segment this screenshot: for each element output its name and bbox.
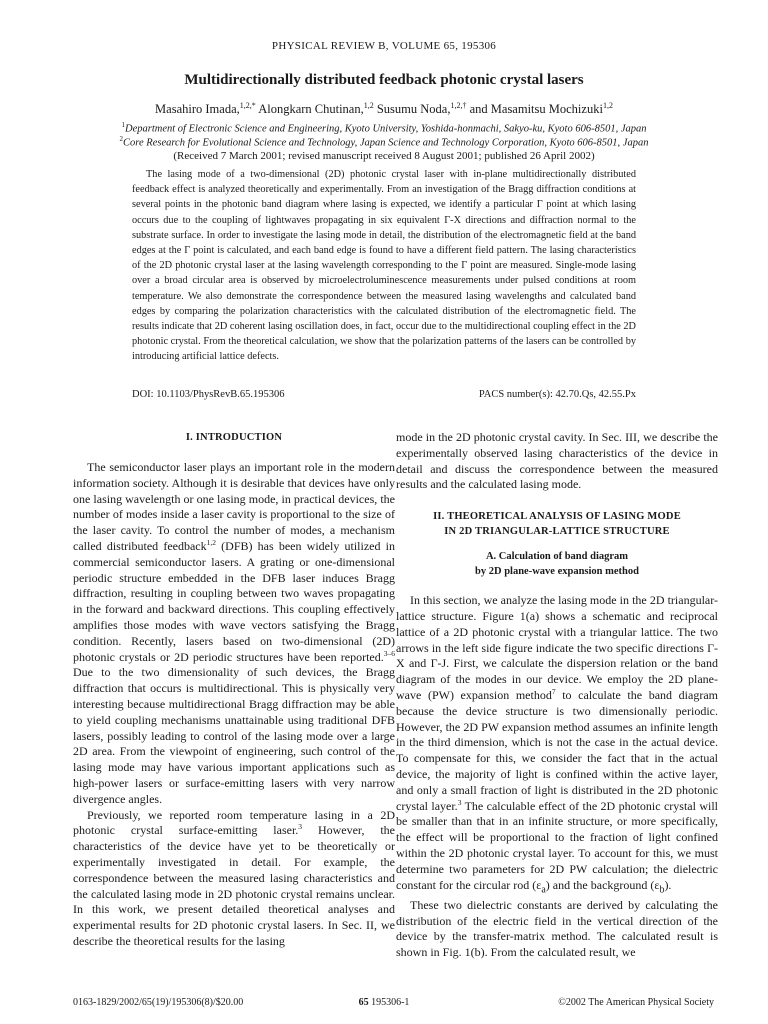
text-run: (DFB) has been widely utilized in commercial semiconductor lasers. A grating or one-dimensional periodic structure embedded in the DFB laser induces Bragg diffraction, resulting in coupling between two waves propagating in the forward and backward directions. This coupling effectively amplifies those modes with wave vectors satisfying the Bragg condition. Recently, lasers based on two-dimensional (2D) photonic crystals or 2D periodic structures have been reported. [73, 538, 395, 664]
footer-volume: 65 [358, 997, 369, 1008]
citation-marker: 3 [298, 822, 303, 832]
text-run: However, the characteristics of the device have yet to be theoretically or experimentally investigated in detail. For example, the correspondence between the measured lasing characteristics and the calculated lasing mode in 2D photonic crystal remains unclear. In this work, we present detailed theoretical analyses and experimental results for 2D photonic crystal lasers. In Sec. II, we describe the theoretical results for the lasing [73, 823, 395, 948]
citation-marker: 3 [457, 797, 462, 807]
section2-paragraph-2: These two dielectric constants are derived by calculating the distribution of the electric field in the vertical direction of the device by the transfer-matrix method. The calculated result is shown in Fig. 1(b). From the calculated result, we [396, 897, 718, 960]
footer-copyright-code: 0163-1829/2002/65(19)/195306(8)/$20.00 [73, 997, 244, 1008]
author-affil-marker: 1,2 [363, 101, 374, 110]
doi: DOI: 10.1103/PhysRevB.65.195306 [132, 389, 285, 400]
author-name: Susumu Noda, [376, 102, 451, 117]
author-name: Masahiro Imada, [155, 102, 240, 117]
section2-paragraph-1 [396, 593, 718, 898]
section-heading-theoretical-analysis [396, 509, 718, 539]
affiliation-marker: 2 [119, 135, 124, 143]
right-column [396, 430, 718, 961]
citation-marker: 7 [551, 686, 556, 696]
pacs-numbers: PACS number(s): 42.70.Qs, 42.55.Px [478, 389, 636, 400]
subscript: a [541, 883, 546, 895]
footer-publisher: ©2002 The American Physical Society [558, 997, 714, 1008]
subsection-heading-band-diagram [396, 549, 718, 579]
text-run: The calculable effect of the 2D photonic crystal will be smaller than that in an infinite structure, or more specifically, the effect will be proportional to the fraction of light confined within the 2D photonic crystal layer. To account for this, we must determine two parameters for 2D PW calculation; the dielectric constant for the circular rod (ε [396, 798, 718, 892]
text-run: to calculate the band diagram because the device structure is two dimensionally periodic. However, the 2D PW expansion method assumes an infinite length in the third dimension, which is not the case in the actual device. To compensate for this, we consider the fact that in the actual device, the majority of light is confined within the active layer, and only a small fraction of light is distributed in the 2D photonic crystal layer. [396, 687, 718, 813]
text-run: In this section, we analyze the lasing mode in the 2D triangular-lattice structure. Figure 1(a) shows a schematic and reciprocal lattice of a 2D photonic crystal with a triangular lattice. The two arrows in the left side figure indicate the two specific directions Γ-X and Γ-J. First, we calculate the dispersion relation or the band diagram of the modes in our device. We employ the 2D plane-wave (PW) expansion method [396, 593, 718, 702]
intro-paragraph-2 [73, 808, 395, 950]
received-dates: (Received 7 March 2001; revised manuscript received 8 August 2001; published 26 April 2002) [173, 150, 595, 162]
affiliation-text: Department of Electronic Science and Engineering, Kyoto University, Yoshida-honmachi, Sakyo-ku, Kyoto 606-8501, Japan [125, 123, 647, 135]
citation-marker: 1,2 [206, 537, 216, 547]
affiliation-marker: 1 [121, 121, 125, 129]
subscript: b [659, 883, 665, 895]
affiliation [0, 135, 768, 149]
affiliation [0, 121, 768, 135]
section-heading-line: II. THEORETICAL ANALYSIS OF LASING MODE [433, 511, 681, 523]
citation-marker: 3–6 [383, 648, 395, 658]
paper-title: Multidirectionally distributed feedback photonic crystal lasers [184, 72, 584, 88]
footer-article-page: 195306-1 [368, 997, 410, 1008]
text-run: Due to the two dimensionality of such devices, the Bragg diffraction that occurs is multidirectional. This is physically very interesting because multidirectional Bragg diffraction may be able to yield coupling mechanisms unattainable using traditional DFB lasers, possibly leading to control of the lasing mode over a large 2D area. From the viewpoint of engineering, such control of the lasing mode may have various important applications such as high-power lasers or surface-emitting lasers with very narrow divergence angles. [73, 665, 395, 806]
intro-paragraph-1 [73, 460, 395, 808]
text-run: ) and the background (ε [545, 877, 660, 892]
subsection-heading-line: A. Calculation of band diagram [485, 551, 629, 563]
left-column [73, 430, 395, 950]
journal-header: PHYSICAL REVIEW B, VOLUME 65, 195306 [271, 40, 497, 52]
author-affil-marker: 1,2,† [450, 101, 467, 110]
text-run: Previously, we reported room temperature lasing in a 2D photonic crystal surface-emitting laser. [73, 807, 395, 838]
affiliation-text: Core Research for Evolutional Science and Technology, Japan Science and Technology Corporation, Kyoto 606-8501, Japan [123, 137, 649, 149]
subsection-heading-line: by 2D plane-wave expansion method [475, 566, 639, 578]
section-heading-introduction: I. INTRODUCTION [185, 432, 283, 443]
section-heading-line: IN 2D TRIANGULAR-LATTICE STRUCTURE [444, 526, 670, 538]
text-run: ). [664, 877, 672, 892]
author-affil-marker: 1,2,* [239, 101, 256, 110]
author-name: Alongkarn Chutinan, [258, 102, 364, 117]
author-name: and Masamitsu Mochizuki [469, 102, 603, 117]
author-list [0, 101, 768, 117]
text-run: The semiconductor laser plays an important role in the modern information society. Although it is desirable that devices have only one lasing wavelength or one lasing mode, in practical devices, the number of modes inside a laser cavity is proportional to the size of the laser cavity. To control the number of modes, a mechanism called distributed feedback [73, 460, 395, 553]
abstract: The lasing mode of a two-dimensional (2D) photonic crystal laser with in-plane multidirectionally distributed feedback effect is analyzed theoretically and experimentally. From an investigation of the Bragg diffraction conditions at several points in the photonic band diagram where lasing is expected, we identify a particular Γ point at which lasing occurs due to the coupling of lightwaves propagating in six equivalent Γ-X directions and diffraction normal to the substrate surface. In order to investigate the lasing mode in detail, the distribution of the electromagnetic field at the band edges at the Γ point is calculated, and each band edge is found to have a different field pattern. The lasing characteristics of the 2D photonic crystal laser at the lasing wavelength corresponding to the Γ point are measured. Single-mode lasing over a broad circular area is observed by microelectroluminescence measurements under pulsed conditions at room temperature. We also demonstrate the correspondence between the measured lasing wavelengths and calculated band edges by comparing the polarization characteristics with the calculated distribution of the electromagnetic field. The results indicate that 2D coherent lasing oscillation does, in fact, occur due to the multidirectional coupling effect in the 2D photonic crystal. From the theoretical calculation, we show that the polarization patterns of the lasers can be controlled by introducing artificial lattice defects. [132, 169, 636, 363]
author-affil-marker: 1,2 [602, 101, 613, 110]
intro-paragraph-continued: mode in the 2D photonic crystal cavity. In Sec. III, we describe the experimentally observed lasing characteristics of the device in detail and discuss the correspondence between the measured results and the calculated lasing mode. [396, 430, 718, 492]
